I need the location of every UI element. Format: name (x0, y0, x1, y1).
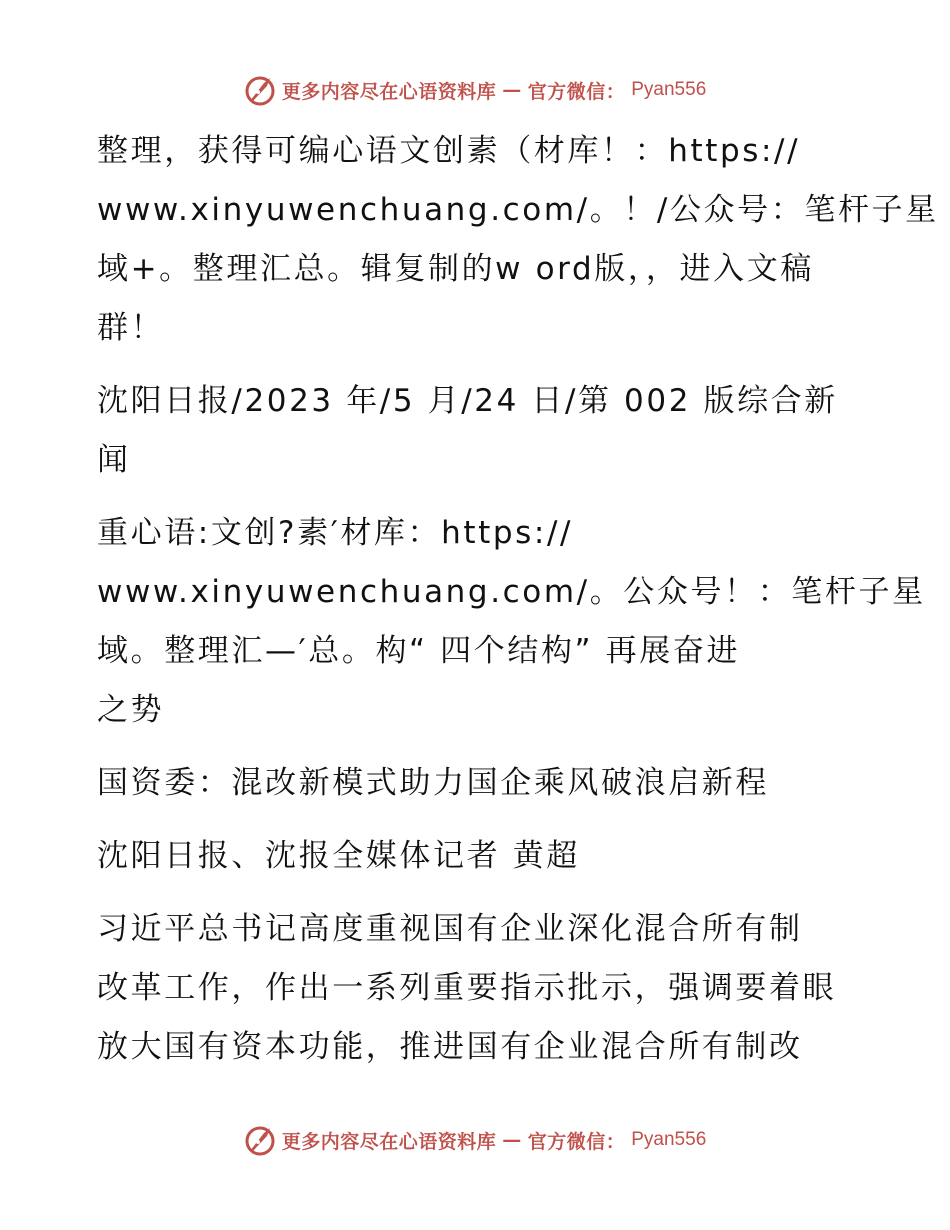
text-line: 闻 (97, 442, 131, 478)
banner-official-label: 官方微信： (527, 1130, 626, 1153)
banner-slogan: 更多内容尽在心语资料库 (281, 1130, 497, 1153)
banner-official-label: 官方微信： (527, 80, 626, 103)
text-line: 域+。整理汇总。辑复制的w ord版，，进入文稿 (97, 251, 814, 287)
text-line: 沈阳日报、沈报全媒体记者 黄超 (97, 838, 580, 874)
footer-banner (0, 1120, 950, 1160)
text-line: 习近平总书记高度重视国有企业深化混合所有制 (97, 911, 803, 947)
document-body (97, 122, 939, 1091)
text-line: www.xinyuwenchuang.com/。公众号！：笔杆子星 (97, 574, 926, 610)
quill-pen-logo-icon (244, 1124, 276, 1156)
banner-separator: — (502, 1129, 522, 1151)
header-banner (0, 70, 950, 110)
text-line: 重心语:文创?素′材库：https:// (97, 515, 574, 551)
banner-account: Pyan556 (631, 1129, 707, 1150)
banner-account: Pyan556 (631, 79, 707, 100)
text-line: 改革工作，作出一系列重要指示批示，强调要着眼 (97, 970, 837, 1006)
text-line: 之势 (97, 692, 165, 728)
byline-paragraph (97, 827, 857, 886)
text-line: www.xinyuwenchuang.com/。！/公众号：笔杆子星 (97, 192, 939, 228)
source-paragraph (97, 372, 857, 490)
headline-paragraph (97, 504, 926, 740)
text-line: 国资委：混改新模式助力国企乘风破浪启新程 (97, 765, 769, 801)
text-line: 域。整理汇—′总。构“ 四个结构” 再展奋进 (97, 633, 741, 669)
text-line: 沈阳日报/2023 年/5 月/24 日/第 002 版综合新 (97, 383, 838, 419)
body-paragraph (97, 900, 857, 1077)
quill-pen-logo-icon (244, 74, 276, 106)
text-line: 整理，获得可编心语文创素（材库！：https:// (97, 133, 801, 169)
banner-separator: — (502, 79, 522, 101)
text-line: 放大国有资本功能，推进国有企业混合所有制改 (97, 1029, 803, 1065)
intro-paragraph (97, 122, 939, 358)
banner-slogan: 更多内容尽在心语资料库 (281, 80, 497, 103)
subheadline-paragraph (97, 754, 857, 813)
text-line: 群！ (97, 310, 165, 346)
